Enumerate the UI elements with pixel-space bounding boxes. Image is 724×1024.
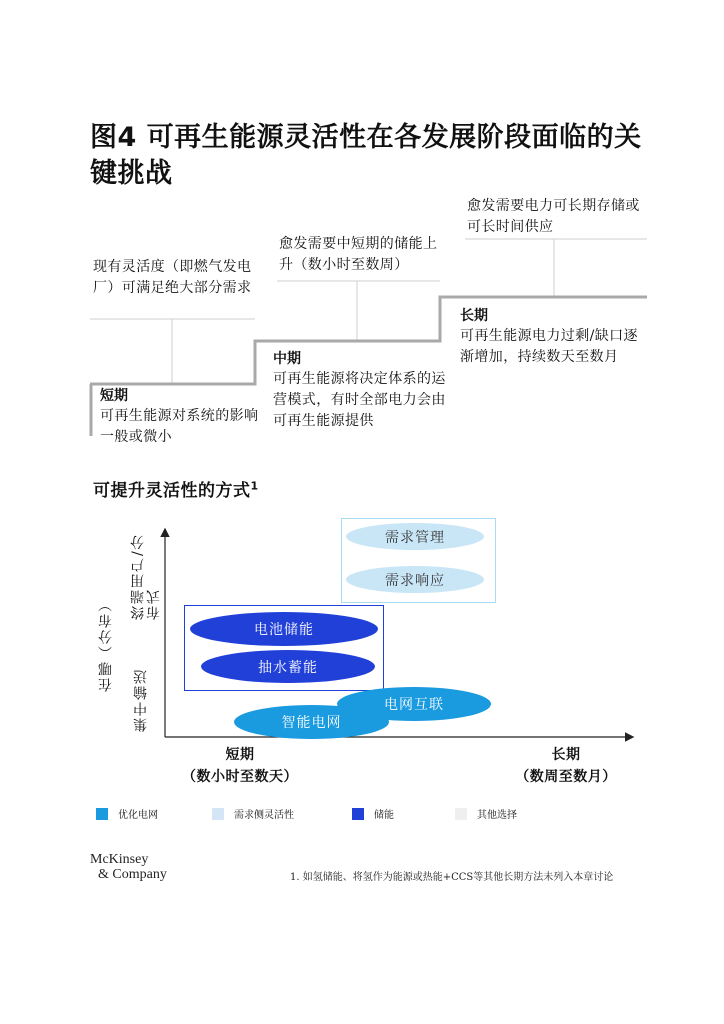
legend-demand-side — [212, 806, 294, 821]
legend-other — [455, 806, 517, 821]
section-title — [93, 476, 259, 501]
y-axis-bottom-label: 集中输送 — [133, 668, 149, 732]
mid-term-block — [273, 349, 451, 432]
legend-label-demand-side: 需求侧灵活性 — [234, 810, 294, 821]
x-axis-left-range: （数小时至数天） — [182, 769, 298, 785]
x-axis-right-title: 长期 — [551, 747, 581, 763]
legend-swatch-optimized-grid — [96, 808, 108, 820]
legend-storage — [352, 806, 394, 821]
short-term-heading: 短期 — [100, 388, 128, 404]
mckinsey-logo — [90, 852, 167, 882]
legend-label-storage: 储能 — [374, 810, 394, 821]
y-axis-top-label: 终端用户/分布式 — [130, 533, 162, 620]
legend-swatch-storage — [352, 808, 364, 820]
battery-storage-bubble: 电池储能 — [190, 612, 378, 646]
legend-swatch-demand-side — [212, 808, 224, 820]
figure-title: 图4 可再生能源灵活性在各发展阶段面临的关键挑战 — [90, 122, 642, 189]
mid-term-body: 可再生能源将决定体系的运营模式，有时全部电力会由可再生能源提供 — [273, 371, 446, 429]
mid-term-note: 愈发需要中短期的储能上升（数小时至数周） — [279, 236, 438, 273]
logo-line-2: & Company — [98, 867, 167, 882]
x-axis-right-range: （数周至数月） — [515, 769, 617, 785]
x-axis-left-title: 短期 — [225, 747, 255, 763]
logo-line-1: McKinsey — [90, 852, 149, 867]
footnote-marker: 1 — [250, 479, 259, 493]
legend-label-other: 其他选择 — [477, 810, 517, 821]
legend-swatch-other — [455, 808, 467, 820]
section-title-text: 可提升灵活性的方式 — [93, 481, 251, 501]
short-term-body: 可再生能源对系统的影响一般或微小 — [100, 408, 259, 445]
long-term-heading: 长期 — [460, 308, 488, 324]
long-term-body: 可再生能源电力过剩/缺口逐渐增加，持续数天至数月 — [460, 328, 638, 365]
smart-grid-bubble: 智能电网 — [234, 705, 389, 739]
long-term-block — [460, 306, 646, 368]
y-axis-label: 在哪（分布） — [98, 596, 114, 692]
grid-interconnection-bubble: 电网互联 — [337, 687, 491, 721]
footnote: 1. 如氢储能、将氢作为能源或热能+CCS等其他长期方法未列入本章讨论 — [290, 872, 614, 883]
legend-optimized-grid — [96, 806, 158, 821]
mid-term-heading: 中期 — [273, 351, 301, 367]
x-axis-left-label — [170, 744, 310, 788]
x-axis-right-label — [496, 744, 636, 788]
short-term-note: 现有灵活度（即燃气发电厂）可满足绝大部分需求 — [93, 259, 252, 296]
demand-management-bubble: 需求管理 — [346, 523, 484, 550]
short-term-block — [100, 386, 262, 448]
pumped-storage-bubble: 抽水蓄能 — [201, 650, 375, 683]
demand-response-bubble: 需求响应 — [346, 566, 484, 593]
long-term-note: 愈发需要电力可长期存储或可长时间供应 — [467, 198, 640, 235]
legend-label-optimized-grid: 优化电网 — [118, 810, 158, 821]
